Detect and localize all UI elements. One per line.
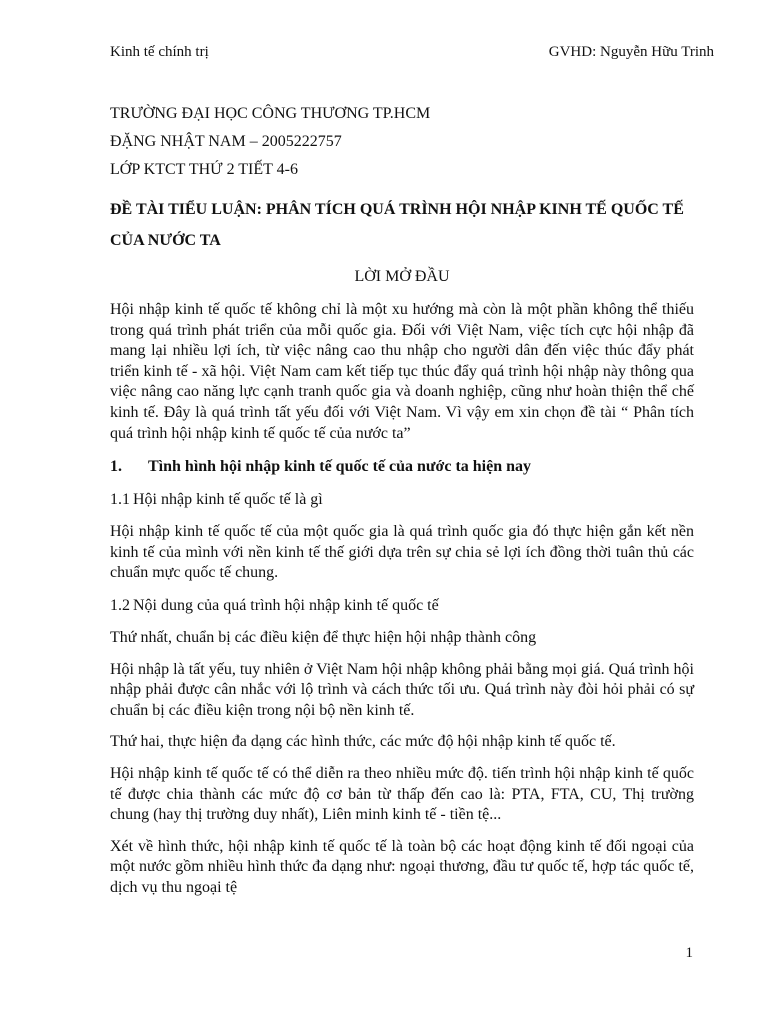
page-header	[110, 43, 714, 61]
intro-title: LỜI MỞ ĐẦU	[354, 268, 450, 285]
page-number: 1	[685, 945, 693, 961]
subsection-1-1-number: 1.1	[110, 491, 130, 509]
section-1-heading	[110, 456, 694, 478]
school-name: TRƯỜNG ĐẠI HỌC CÔNG THƯƠNG TP.HCM	[110, 105, 431, 122]
subsection-1-1-paragraph: Hội nhập kinh tế quốc tế của một quốc gia là quá trình quốc gia đó thực hiện gắn kết nền kinh tế của mình với nền kinh tế thế giới dựa trên sự chia sẻ lợi ích đồng thời tuân thủ các chuẩn mực quốc tế chung.	[110, 523, 694, 582]
essay-topic: ĐỀ TÀI TIỂU LUẬN: PHÂN TÍCH QUÁ TRÌNH HỘI NHẬP KINH TẾ QUỐC TẾ CỦA NƯỚC TA	[110, 201, 684, 249]
paragraph-second-point: Thứ hai, thực hiện đa dạng các hình thức, các mức độ hội nhập kinh tế quốc tế.	[110, 733, 616, 751]
paragraph-first-point: Thứ nhất, chuẩn bị các điều kiện để thực hiện hội nhập thành công	[110, 628, 537, 646]
section-1-number: 1.	[110, 458, 122, 476]
subsection-1-2-heading	[110, 595, 694, 617]
intro-paragraph: Hội nhập kinh tế quốc tế không chỉ là một xu hướng mà còn là một phần không thể thiếu trong quá trình phát triển của mỗi quốc gia. Đối với Việt Nam, việc tích cực hội nhập đã mang lại nhiều lợi ích, từ việc nâng cao thu nhập cho người dân đến việc thúc đẩy phát triển kinh tế - xã hội. Việt Nam cam kết tiếp tục thúc đẩy quá trình hội nhập này thông qua việc nâng cao năng lực cạnh tranh quốc gia và doanh nghiệp, cũng như hoàn thiện thể chế kinh tế. Đây là quá trình tất yếu đối với Việt Nam. Vì vậy em xin chọn đề tài “ Phân tích quá trình hội nhập kinh tế quốc tế của nước ta”	[110, 301, 694, 442]
subsection-1-2-title: Nội dung của quá trình hội nhập kinh tế quốc tế	[133, 596, 439, 614]
class-info: LỚP KTCT THỨ 2 TIẾT 4-6	[110, 161, 298, 178]
header-subject: Kinh tế chính trị	[110, 44, 209, 60]
paragraph-integration-levels: Hội nhập kinh tế quốc tế có thể diễn ra theo nhiều mức độ. tiến trình hội nhập kinh tế quốc tế được chia thành các mức độ cơ bản từ thấp đến cao là: PTA, FTA, CU, Thị trường chung (hay thị trường duy nhất), Liên minh kinh tế - tiền tệ...	[110, 764, 694, 824]
subsection-1-1-title: Hội nhập kinh tế quốc tế là gì	[133, 491, 323, 509]
paragraph-integration-inevitable: Hội nhập là tất yếu, tuy nhiên ở Việt Nam hội nhập không phải bằng mọi giá. Quá trình hội nhập phải được cân nhắc với lộ trình và cách thức tối ưu. Quá trình này đòi hỏi phải có sự chuẩn bị các điều kiện trong nội bộ nền kinh tế.	[110, 660, 694, 719]
student-name: ĐẶNG NHẬT NAM – 2005222757	[110, 133, 342, 150]
subsection-1-2-number: 1.2	[110, 596, 130, 614]
header-instructor: GVHD: Nguyễn Hữu Trinh	[548, 44, 714, 60]
subsection-1-1-heading	[110, 489, 694, 511]
section-1-title: Tình hình hội nhập kinh tế quốc tế của nước ta hiện nay	[148, 458, 532, 476]
document-body	[110, 100, 694, 898]
paragraph-integration-forms: Xét về hình thức, hội nhập kinh tế quốc tế là toàn bộ các hoạt động kinh tế đối ngoại của một nước gồm nhiều hình thức đa dạng như: ngoại thương, đầu tư quốc tế, hợp tác quốc tế, dịch vụ thu ngoại tệ	[110, 837, 694, 896]
